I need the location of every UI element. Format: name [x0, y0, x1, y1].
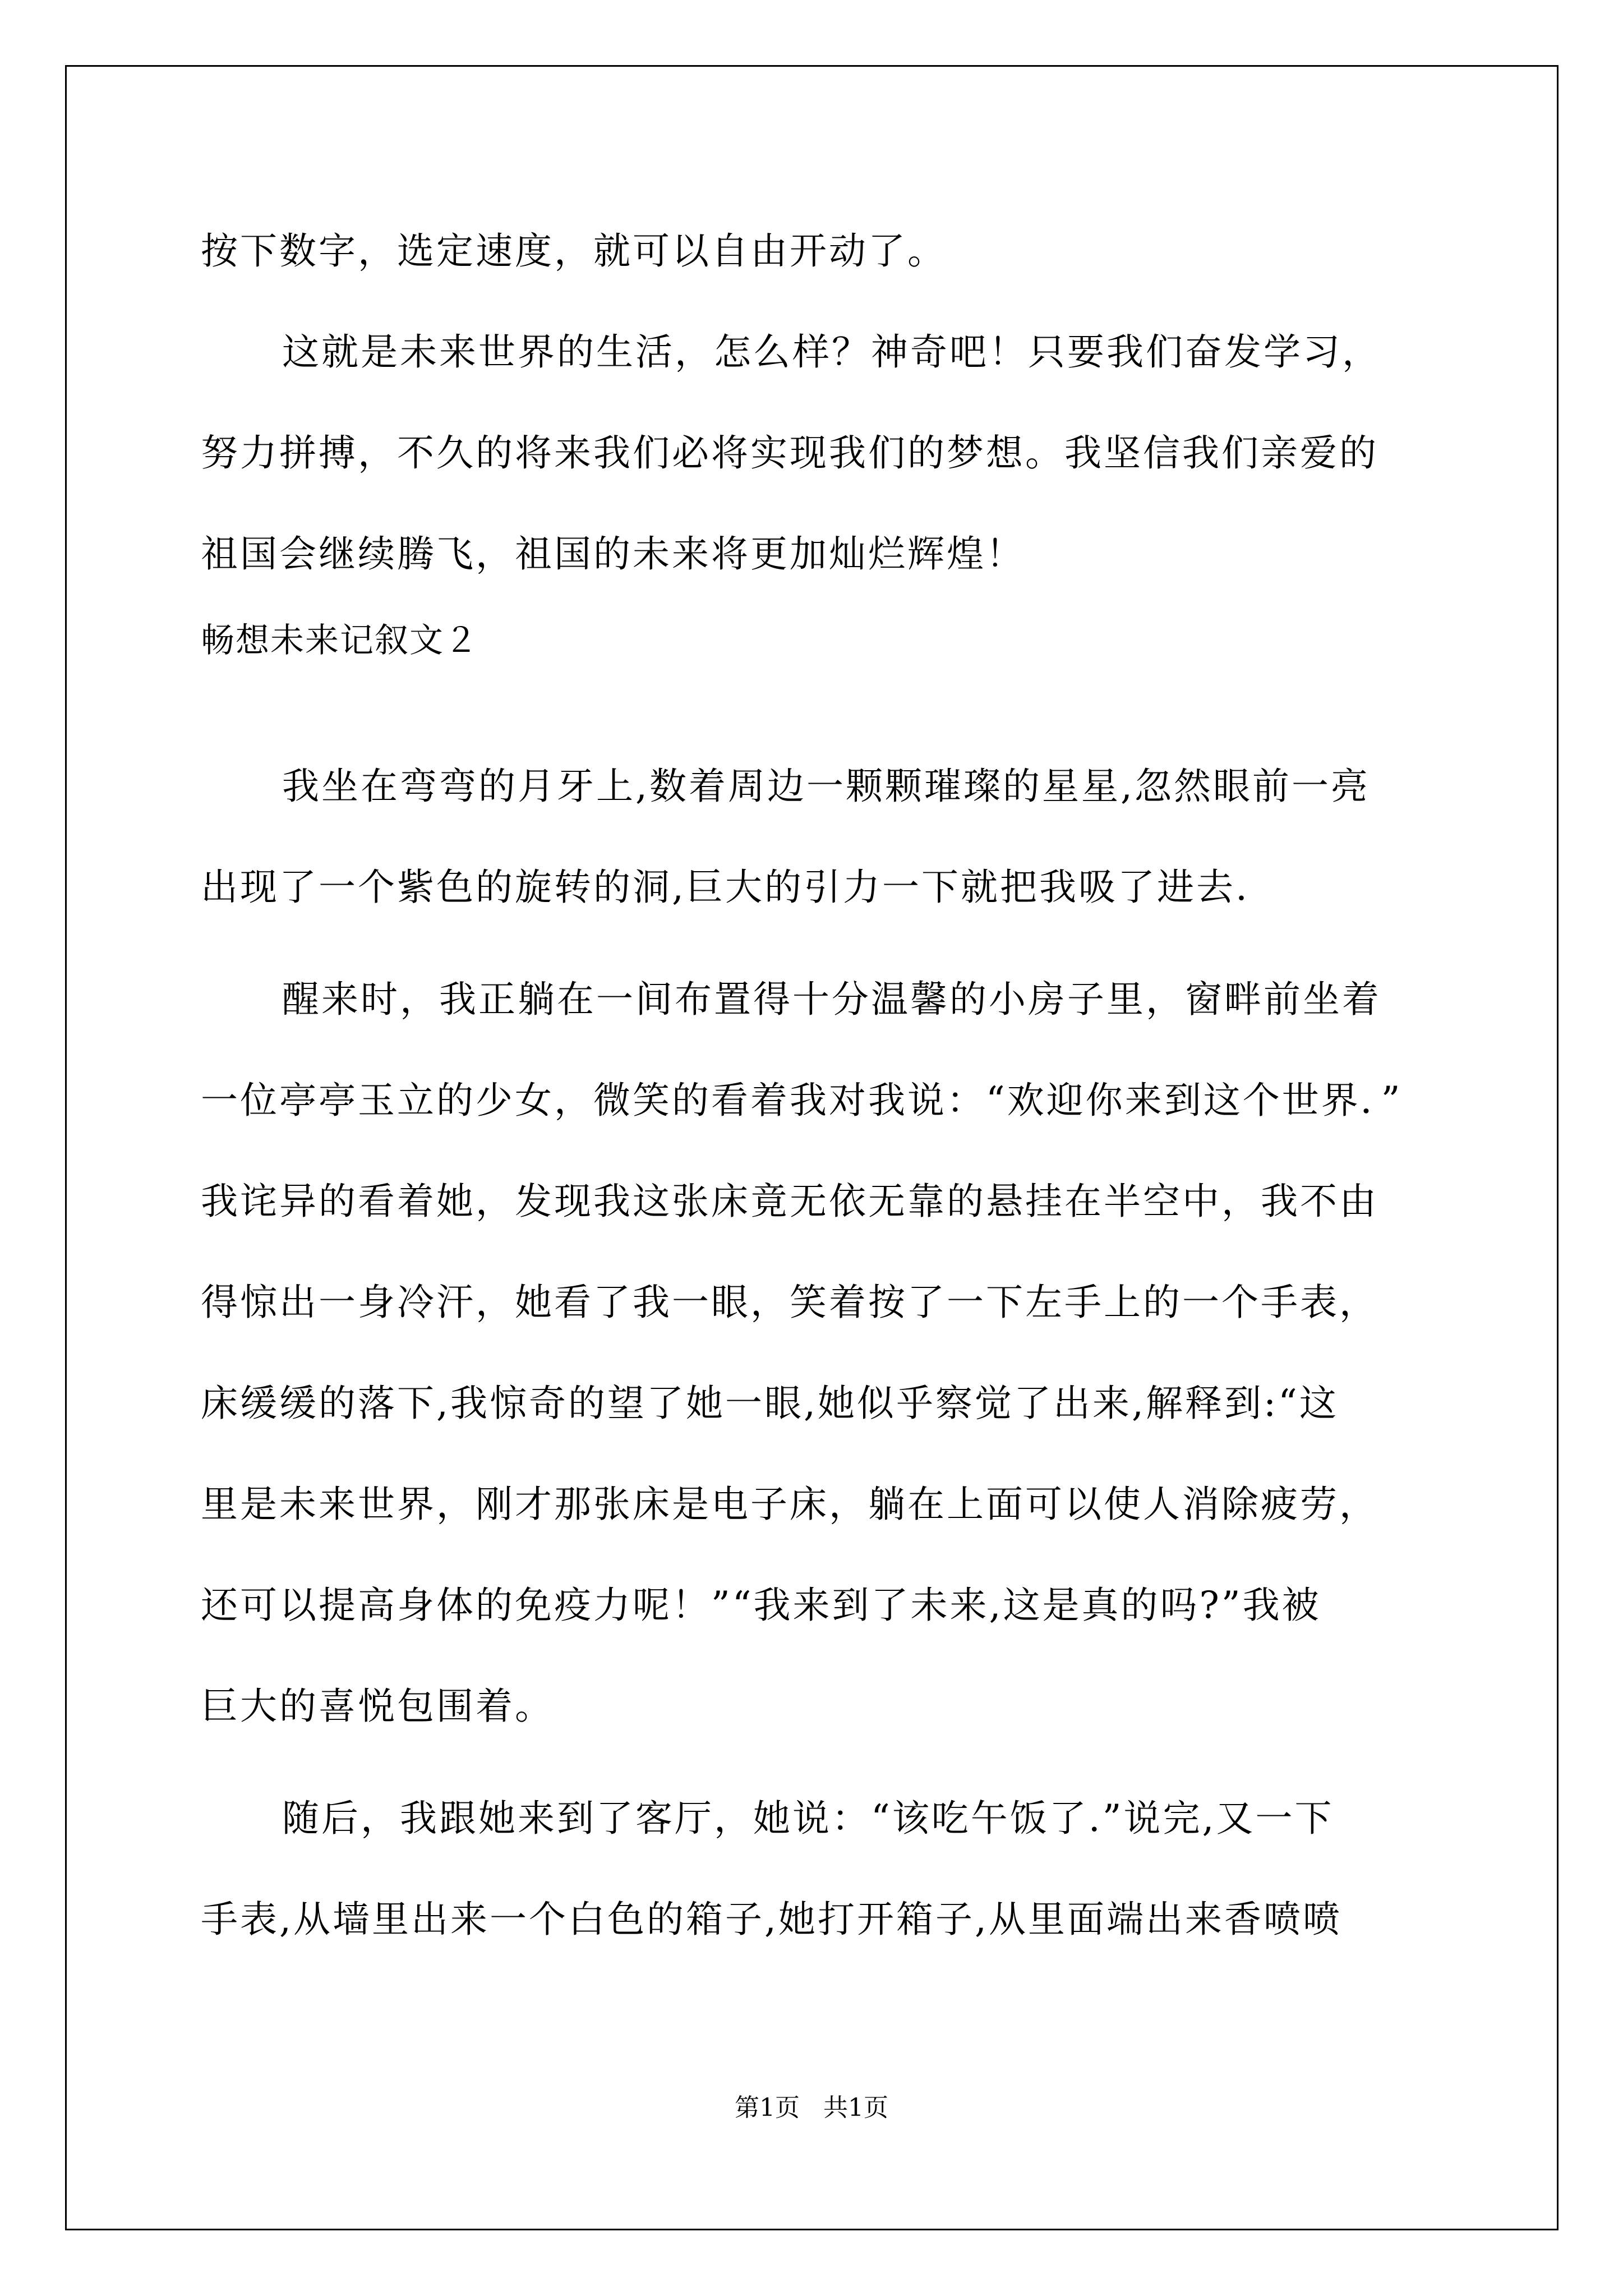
text-line-16: 随后，我跟她来到了客厅，她说：“该吃午饭了.”说完,又一下 — [282, 1797, 1334, 1840]
text-line-14: 还可以提高身体的免疫力呢！”“我来到了未来,这是真的吗?”我被 — [201, 1584, 1321, 1627]
text-line-6: 我坐在弯弯的月牙上,数着周边一颗颗璀璨的星星,忽然眼前一亮 — [282, 765, 1370, 808]
text-line-17: 手表,从墙里出来一个白色的箱子,她打开箱子,从里面端出来香喷喷 — [201, 1898, 1342, 1941]
text-line-10: 我诧异的看着她，发现我这张床竟无依无靠的悬挂在半空中，我不由 — [201, 1180, 1378, 1223]
text-line-3: 努力拼搏，不久的将来我们必将实现我们的梦想。我坚信我们亲爱的 — [201, 431, 1378, 475]
text-line-1: 按下数字，选定速度，就可以自由开动了。 — [201, 229, 947, 273]
text-line-9: 一位亭亭玉立的少女，微笑的看着我对我说：“欢迎你来到这个世界．” — [201, 1079, 1403, 1122]
text-line-7: 出现了一个紫色的旋转的洞,巨大的引力一下就把我吸了进去. — [201, 866, 1249, 909]
text-line-15: 巨大的喜悦包围着。 — [201, 1685, 554, 1728]
page-footer: 第1页 共1页 — [735, 2093, 888, 2122]
text-line-12: 床缓缓的落下,我惊奇的望了她一眼,她似乎察觉了出来,解释到:“这 — [201, 1382, 1339, 1425]
text-line-13: 里是未来世界，刚才那张床是电子床，躺在上面可以使人消除疲劳， — [201, 1483, 1378, 1526]
text-line-4: 祖国会继续腾飞，祖国的未来将更加灿烂辉煌！ — [201, 532, 1025, 576]
text-line-2: 这就是未来世界的生活，怎么样？神奇吧！只要我们奋发学习， — [282, 330, 1381, 374]
text-line-8: 醒来时，我正躺在一间布置得十分温馨的小房子里，窗畔前坐着 — [282, 978, 1381, 1021]
text-line-11: 得惊出一身冷汗，她看了我一眼，笑着按了一下左手上的一个手表， — [201, 1281, 1378, 1324]
section-heading: 畅想未来记叙文２ — [201, 621, 479, 660]
